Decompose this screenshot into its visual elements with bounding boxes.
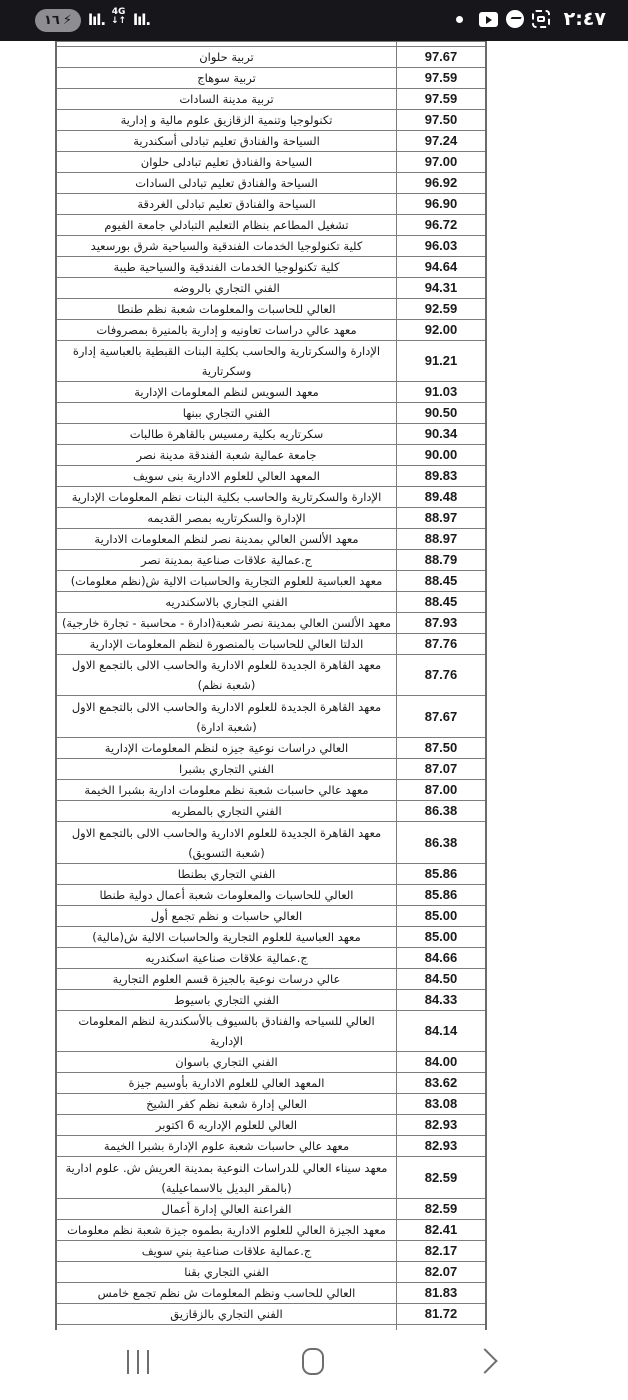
- institute-name-cell: الإدارة والسكرتارية والحاسب بكلية البنات نظم المعلومات الإدارية: [56, 487, 397, 508]
- institute-name-cell: المعهد العالي للعلوم الادارية بنى سويف: [56, 466, 397, 487]
- table-row: [56, 131, 486, 152]
- institute-name-cell: الفراعنة العالي إدارة أعمال: [56, 1199, 397, 1220]
- institute-name-cell: السياحة والفنادق تعليم تبادلى السادات: [56, 173, 397, 194]
- score-cell: 82.41: [397, 1220, 487, 1241]
- institute-name-cell: تشغيل المطاعم بنظام التعليم التبادلي جامعة الفيوم: [56, 215, 397, 236]
- institute-name-cell: المعهد العالي للعلوم الادارية بأوسيم جيزة: [56, 1073, 397, 1094]
- institute-name-cell: العالي دراسات نوعية جيزه لنظم المعلومات الإدارية: [56, 738, 397, 759]
- institute-name-cell: معهد عالي دراسات تعاونيه و إدارية بالمنيرة بمصروفات: [56, 320, 397, 341]
- back-button[interactable]: [472, 1348, 497, 1373]
- table-row: [56, 320, 486, 341]
- table-row: [56, 89, 486, 110]
- institute-name-cell: كلية تكنولوجيا الخدمات الفندقية والسياحية طيبة: [56, 257, 397, 278]
- institute-name-cell: الدلتا العالي للحاسبات بالمنصورة لنظم المعلومات الإدارية: [56, 634, 397, 655]
- battery-level: ١٦: [43, 13, 60, 28]
- score-cell: 84.33: [397, 990, 487, 1011]
- table-row: [56, 508, 486, 529]
- institute-name-cell: سكرتاريه بكلية رمسيس بالقاهرة طالبات: [56, 424, 397, 445]
- table-row: [56, 801, 486, 822]
- charging-bolt-icon: ⚡: [62, 13, 72, 28]
- messenger-icon: [506, 10, 524, 28]
- score-cell: 96.90: [397, 194, 487, 215]
- score-cell: 82.17: [397, 1241, 487, 1262]
- table-row: [56, 1011, 486, 1052]
- table-row: [56, 487, 486, 508]
- navigation-bar: [0, 1330, 628, 1400]
- institute-name-cell: السياحة والفنادق تعليم تبادلى أسكندرية: [56, 131, 397, 152]
- score-cell: 90.00: [397, 445, 487, 466]
- institute-name-cell: معهد القاهرة الجديدة للعلوم الادارية والحاسب الالى بالتجمع الاول (شعبة نظم): [56, 655, 397, 696]
- institute-name-cell: معهد السويس لنظم المعلومات الإدارية: [56, 382, 397, 403]
- table-row: [56, 990, 486, 1011]
- score-cell: 82.07: [397, 1262, 487, 1283]
- institute-name-cell: السياحة والفنادق تعليم تبادلى حلوان: [56, 152, 397, 173]
- score-cell: 88.45: [397, 571, 487, 592]
- score-cell: 84.66: [397, 948, 487, 969]
- score-cell: 91.21: [397, 341, 487, 382]
- status-bar: [0, 0, 628, 41]
- institute-name-cell: ج.عمالية علاقات صناعية اسكندريه: [56, 948, 397, 969]
- institute-name-cell: العالي للحاسبات والمعلومات شعبة نظم طنطا: [56, 299, 397, 320]
- institute-name-cell: عالي درسات نوعية بالجيزة قسم العلوم التجارية: [56, 969, 397, 990]
- signal-strength-icon: lıl.: [88, 11, 106, 29]
- institute-name-cell: معهد سيناء العالي للدراسات النوعية بمدينة العريش ش. علوم ادارية (بالمقر البديل بالاسماعيلية): [56, 1157, 397, 1199]
- score-cell: 87.93: [397, 613, 487, 634]
- score-cell: 96.92: [397, 173, 487, 194]
- table-row: [56, 1241, 486, 1262]
- score-cell: 83.08: [397, 1094, 487, 1115]
- table-row: [56, 257, 486, 278]
- institute-name-cell: العالي للحاسب ونظم المعلومات ش نظم تجمع خامس: [56, 1283, 397, 1304]
- institute-name-cell: الفني التجاري بالاسكندريه: [56, 592, 397, 613]
- institute-name-cell: معهد الألسن العالي بمدينة نصر شعبة(ادارة - محاسبة - تجارة خارجية): [56, 613, 397, 634]
- institute-name-cell: تكنولوجيا وتنمية الزقازيق علوم مالية و إدارية: [56, 110, 397, 131]
- score-cell: 87.76: [397, 634, 487, 655]
- institute-name-cell: معهد الألسن العالي بمدينة نصر لنظم المعلومات الادارية: [56, 529, 397, 550]
- score-cell: 85.86: [397, 885, 487, 906]
- score-cell: 97.67: [397, 47, 487, 68]
- score-cell: 88.79: [397, 550, 487, 571]
- table-row: [56, 1115, 486, 1136]
- score-cell: 81.83: [397, 1283, 487, 1304]
- institute-name-cell: السياحة والفنادق تعليم تبادلى الغردقة: [56, 194, 397, 215]
- institute-name-cell: جامعة عمالية شعبة الفندقة مدينة نصر: [56, 445, 397, 466]
- score-cell: 89.83: [397, 466, 487, 487]
- table-row: [56, 592, 486, 613]
- score-cell: 88.45: [397, 592, 487, 613]
- table-row: [56, 173, 486, 194]
- table-row: [56, 634, 486, 655]
- table-row: [56, 1283, 486, 1304]
- table-row: [56, 1136, 486, 1157]
- notification-dot-icon: [456, 16, 463, 23]
- score-cell: 85.00: [397, 906, 487, 927]
- institute-name-cell: الفني التجاري ببنها: [56, 403, 397, 424]
- institute-name-cell: ج.عمالية علاقات صناعية بني سويف: [56, 1241, 397, 1262]
- table-row: [56, 571, 486, 592]
- network-type: 4G ↓↑: [111, 7, 127, 26]
- table-row: [56, 655, 486, 696]
- score-cell: 94.64: [397, 257, 487, 278]
- score-cell: 94.31: [397, 278, 487, 299]
- institute-name-cell: الإدارة والسكرتاريه بمصر القديمه: [56, 508, 397, 529]
- table-row: [56, 1052, 486, 1073]
- score-cell: 90.50: [397, 403, 487, 424]
- score-cell: 92.59: [397, 299, 487, 320]
- table-row: [56, 1304, 486, 1325]
- score-cell: 92.00: [397, 320, 487, 341]
- table-row: [56, 1094, 486, 1115]
- institute-name-cell: الفني التجاري بالروضه: [56, 278, 397, 299]
- institute-name-cell: ج.عمالية علاقات صناعية بمدينة نصر: [56, 550, 397, 571]
- institute-name-cell: الفني التجاري بقنا: [56, 1262, 397, 1283]
- table-row: [56, 906, 486, 927]
- table-row: [56, 613, 486, 634]
- institute-name-cell: العالي للسياحه والفنادق بالسيوف بالأسكندرية لنظم المعلومات الإدارية: [56, 1011, 397, 1052]
- institute-name-cell: الفني التجاري باسوان: [56, 1052, 397, 1073]
- table-row: [56, 696, 486, 738]
- score-cell: 82.59: [397, 1157, 487, 1199]
- score-cell: 96.03: [397, 236, 487, 257]
- table-row: [56, 110, 486, 131]
- institute-name-cell: معهد القاهرة الجديدة للعلوم الادارية والحاسب الالى بالتجمع الاول (شعبة التسويق): [56, 822, 397, 864]
- institute-name-cell: معهد العباسية للعلوم التجارية والحاسبات الالية ش(نظم معلومات): [56, 571, 397, 592]
- score-cell: 83.62: [397, 1073, 487, 1094]
- institute-name-cell: كلية تكنولوجيا الخدمات الفندقية والسياحية شرق بورسعيد: [56, 236, 397, 257]
- home-button[interactable]: [302, 1348, 324, 1375]
- score-cell: 82.59: [397, 1199, 487, 1220]
- score-cell: 90.34: [397, 424, 487, 445]
- score-cell: 86.38: [397, 822, 487, 864]
- table-row: [56, 382, 486, 403]
- score-cell: 82.93: [397, 1136, 487, 1157]
- recent-apps-icon: [127, 1350, 129, 1374]
- score-cell: 91.03: [397, 382, 487, 403]
- institute-name-cell: معهد عالي حاسبات شعبة نظم معلومات ادارية بشبرا الخيمة: [56, 780, 397, 801]
- institute-name-cell: العالي إدارة شعبة نظم كفر الشيخ: [56, 1094, 397, 1115]
- institute-name-cell: معهد الجيزة العالي للعلوم الادارية بطموه جيزة شعبة نظم معلومات: [56, 1220, 397, 1241]
- table-row: [56, 236, 486, 257]
- score-cell: 97.50: [397, 110, 487, 131]
- recent-apps-button[interactable]: [127, 1350, 149, 1374]
- table-row: [56, 403, 486, 424]
- institute-name-cell: العالي للعلوم الإداريه 6 اكتوبر: [56, 1115, 397, 1136]
- score-cell: 87.50: [397, 738, 487, 759]
- table-row: [56, 445, 486, 466]
- institute-name-cell: معهد العباسية للعلوم التجارية والحاسبات الالية ش(مالية): [56, 927, 397, 948]
- institute-name-cell: الفني التجاري بشبرا: [56, 759, 397, 780]
- score-cell: 84.50: [397, 969, 487, 990]
- institute-name-cell: الفني التجاري بطنطا: [56, 864, 397, 885]
- table-row: [56, 68, 486, 89]
- table-row: [56, 299, 486, 320]
- score-cell: 86.38: [397, 801, 487, 822]
- score-cell: 88.97: [397, 529, 487, 550]
- institute-name-cell: الفني التجاري بالزقازيق: [56, 1304, 397, 1325]
- table-row: [56, 529, 486, 550]
- table-row: [56, 1073, 486, 1094]
- institute-name-cell: الإدارة والسكرتارية والحاسب بكلية البنات القبطية بالعباسية إدارة وسكرتارية: [56, 341, 397, 382]
- score-cell: 97.24: [397, 131, 487, 152]
- clock: ٢:٤٧: [563, 8, 606, 30]
- score-cell: 87.00: [397, 780, 487, 801]
- table-row: [56, 194, 486, 215]
- institute-name-cell: معهد القاهرة الجديدة للعلوم الادارية والحاسب الالى بالتجمع الاول (شعبة ادارة): [56, 696, 397, 738]
- table-row: [56, 341, 486, 382]
- institute-name-cell: تربية حلوان: [56, 47, 397, 68]
- score-cell: 88.97: [397, 508, 487, 529]
- table-row: [56, 424, 486, 445]
- institute-name-cell: الفني التجاري باسيوط: [56, 990, 397, 1011]
- table-row: [56, 550, 486, 571]
- score-cell: 85.86: [397, 864, 487, 885]
- results-table: [55, 41, 487, 1368]
- institute-name-cell: تربية سوهاج: [56, 68, 397, 89]
- score-cell: 97.59: [397, 89, 487, 110]
- score-cell: 89.48: [397, 487, 487, 508]
- table-row: [56, 864, 486, 885]
- table-row: [56, 1220, 486, 1241]
- score-cell: 82.93: [397, 1115, 487, 1136]
- battery-indicator: [35, 9, 81, 32]
- table-row: [56, 1157, 486, 1199]
- score-cell: 97.00: [397, 152, 487, 173]
- institute-name-cell: معهد عالي حاسبات شعبة علوم الإدارة بشبرا الخيمة: [56, 1136, 397, 1157]
- institute-name-cell: العالي للحاسبات والمعلومات شعبة أعمال دولية طنطا: [56, 885, 397, 906]
- youtube-icon: [479, 12, 498, 27]
- table-row: [56, 278, 486, 299]
- network-label: 4G: [111, 7, 126, 17]
- table-row: [56, 822, 486, 864]
- score-cell: 96.72: [397, 215, 487, 236]
- table-row: [56, 759, 486, 780]
- table-row: [56, 969, 486, 990]
- score-cell: 87.76: [397, 655, 487, 696]
- table-row: [56, 780, 486, 801]
- institute-name-cell: الفني التجاري بالمطريه: [56, 801, 397, 822]
- table-row: [56, 948, 486, 969]
- table-row: [56, 466, 486, 487]
- score-cell: 84.00: [397, 1052, 487, 1073]
- signal-strength-icon-2: lıl.: [133, 11, 151, 29]
- score-cell: 81.72: [397, 1304, 487, 1325]
- institute-name-cell: تربية مدينة السادات: [56, 89, 397, 110]
- table-row: [56, 152, 486, 173]
- table-row: [56, 738, 486, 759]
- table-row: [56, 1199, 486, 1220]
- table-row: [56, 1262, 486, 1283]
- table-row: [56, 927, 486, 948]
- table-row: [56, 885, 486, 906]
- screenshot-icon: [532, 10, 550, 28]
- score-cell: 87.67: [397, 696, 487, 738]
- score-cell: 84.14: [397, 1011, 487, 1052]
- table-row: [56, 215, 486, 236]
- score-cell: 97.59: [397, 68, 487, 89]
- table-row: [56, 47, 486, 68]
- score-cell: 85.00: [397, 927, 487, 948]
- score-cell: 87.07: [397, 759, 487, 780]
- institute-name-cell: العالي حاسبات و نظم تجمع أول: [56, 906, 397, 927]
- results-table-container[interactable]: [55, 41, 476, 1368]
